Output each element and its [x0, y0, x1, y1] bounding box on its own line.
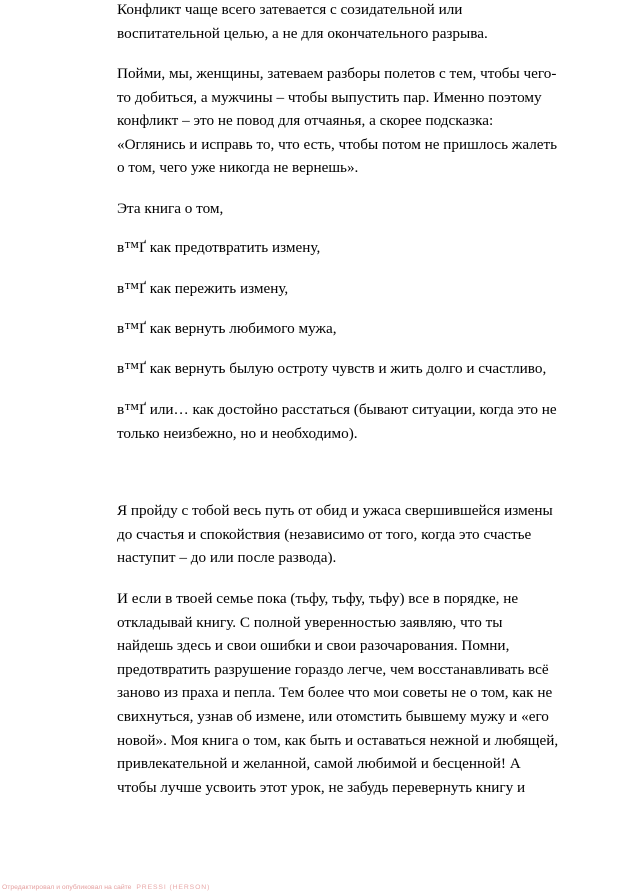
- text-line: чтобы лучше усвоить этот урок, не забудь перевернуть книгу и: [117, 778, 526, 796]
- text-line: воспитательной целью, а не для окончательного разрыва.: [117, 24, 488, 42]
- text-line: «Оглянись и исправь то, что есть, чтобы потом не пришлось жалеть: [117, 135, 558, 153]
- list-item-survive: [117, 277, 288, 301]
- footer-site-link[interactable]: PRESSI (HERSON): [136, 884, 211, 891]
- paragraph-path: [117, 499, 553, 570]
- text-line: откладывай книгу. С полной уверенностью заявляю, что ты: [117, 613, 503, 631]
- text-line: в™Ґ как вернуть былую остроту чувств и жить долго и счастливо,: [117, 360, 547, 377]
- text-line: в™Ґ как вернуть любимого мужа,: [117, 320, 337, 337]
- text-line: только неизбежно, но и необходимо).: [117, 424, 358, 442]
- paragraph-family: [117, 587, 558, 799]
- text-line: И если в твоей семье пока (тьфу, тьфу, тьфу) все в порядке, не: [117, 590, 519, 607]
- text-line: до счастья и спокойствия (независимо от того, когда это счастье: [117, 525, 532, 543]
- text-line: в™Ґ или… как достойно расстаться (бывают ситуации, когда это не: [117, 401, 557, 418]
- text-line: в™Ґ как предотвратить измену,: [117, 239, 321, 256]
- text-line: наступит – до или после развода).: [117, 549, 337, 567]
- text-line: то добиться, а мужчины – чтобы выпустить пар. Именно поэтому: [117, 88, 542, 106]
- list-item-prevent: [117, 236, 320, 260]
- footer-watermark: [2, 883, 210, 892]
- footer-text: Отредактировал и опубликовал на сайте: [2, 884, 132, 891]
- list-item-return-feelings: [117, 357, 546, 381]
- text-line: новой». Моя книга о том, как быть и оставаться нежной и любящей,: [117, 731, 559, 749]
- paragraph-conflict-purpose: [117, 0, 488, 45]
- list-item-part-ways: [117, 398, 557, 445]
- text-line: свихнуться, узнав об измене, или отомстить бывшему мужу и «его: [117, 707, 549, 725]
- text-line: конфликт – это не повод для отчаянья, а скорее подсказка:: [117, 112, 494, 130]
- text-line: предотвратить разрушение гораздо легче, чем восстанавливать всё: [117, 660, 549, 678]
- text-line: привлекательной и желанной, самой любимой и бесценной! А: [117, 755, 521, 773]
- text-line: в™Ґ как пережить измену,: [117, 280, 289, 297]
- text-line: Эта книга о том,: [117, 200, 224, 217]
- text-line: Конфликт чаще всего затевается с созидательной или: [117, 1, 463, 18]
- text-line: Пойми, мы, женщины, затеваем разборы полетов с тем, чтобы чего-: [117, 65, 557, 82]
- text-line: о том, чего уже никогда не вернешь».: [117, 159, 359, 177]
- text-line: Я пройду с тобой весь путь от обид и ужаса свершившейся измены: [117, 502, 553, 519]
- list-item-return-husband: [117, 317, 337, 341]
- text-line: заново из праха и пепла. Тем более что мои советы не о том, как не: [117, 684, 553, 702]
- paragraph-book-about: [117, 197, 223, 221]
- paragraph-women-men: [117, 62, 557, 180]
- text-line: найдешь здесь и свои ошибки и свои разочарования. Помни,: [117, 637, 510, 655]
